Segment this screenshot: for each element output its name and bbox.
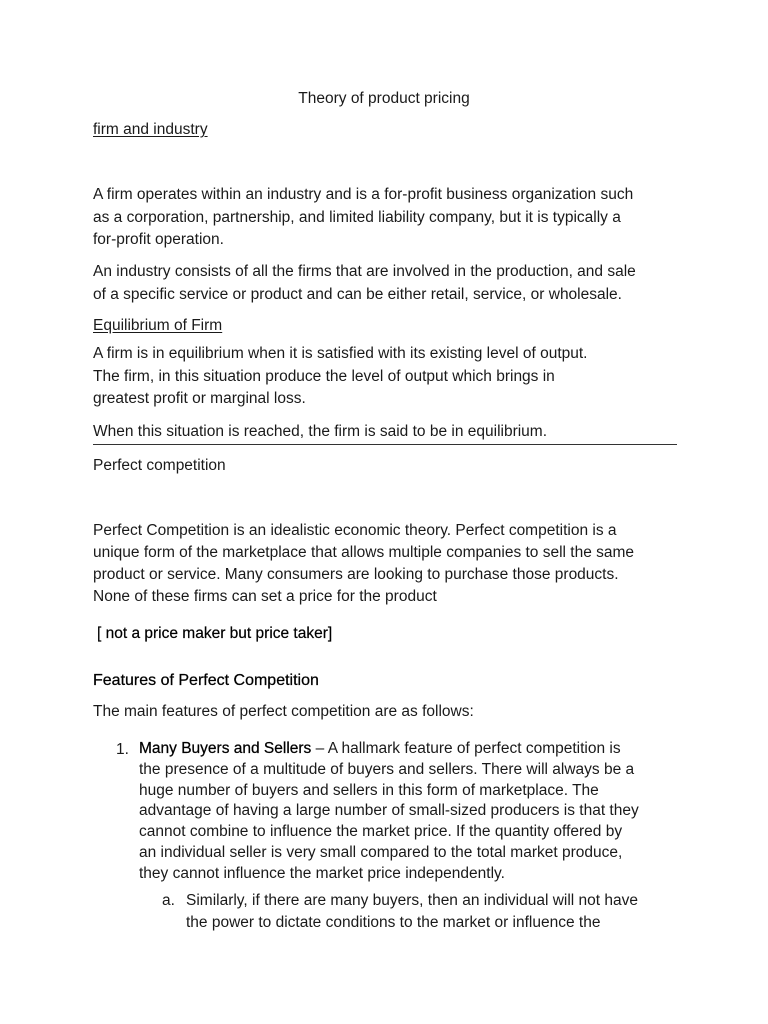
sublist-item-many-buyers bbox=[186, 890, 638, 934]
paragraph-equilibrium-reached: When this situation is reached, the firm is said to be in equilibrium. bbox=[93, 423, 548, 440]
list-item-line: they cannot influence the market price independently. bbox=[139, 864, 505, 882]
list-item-line: cannot combine to influence the market price. If the quantity offered by bbox=[139, 823, 623, 841]
section-heading-firm-and-industry: firm and industry bbox=[93, 121, 208, 138]
paragraph-industry-definition bbox=[93, 261, 636, 306]
sublist-item-letter: a. bbox=[162, 892, 175, 909]
list-item-number: 1. bbox=[116, 741, 129, 758]
list-item-many-buyers-sellers bbox=[139, 739, 639, 885]
list-item-term: Many Buyers and Sellers bbox=[139, 740, 312, 757]
paragraph-line: greatest profit or marginal loss. bbox=[93, 390, 306, 407]
sublist-item-line: the power to dictate conditions to the market or influence the bbox=[186, 914, 601, 931]
paragraph-line: of a specific service or product and can be either retail, service, or wholesale. bbox=[93, 285, 622, 303]
list-item-first-rest: – A hallmark feature of perfect competition is bbox=[311, 740, 621, 757]
section-heading-equilibrium: Equilibrium of Firm bbox=[93, 317, 223, 334]
paragraph-line: product or service. Many consumers are looking to purchase those products. bbox=[93, 566, 619, 583]
paragraph-line: unique form of the marketplace that allows multiple companies to sell the same bbox=[93, 544, 635, 561]
paragraph-perfect-competition bbox=[93, 520, 634, 608]
bracket-note-text: not a price maker but price taker] bbox=[105, 625, 333, 642]
list-item-line: an individual seller is very small compared to the total market produce, bbox=[139, 843, 623, 861]
sublist-item-line: Similarly, if there are many buyers, then an individual will not have bbox=[186, 892, 639, 909]
paragraph-line: An industry consists of all the firms that are involved in the production, and sale bbox=[93, 263, 636, 280]
paragraph-line: The firm, in this situation produce the level of output which brings in bbox=[93, 367, 555, 385]
paragraph-line: Perfect Competition is an idealistic economic theory. Perfect competition is a bbox=[93, 522, 617, 539]
paragraph-line: as a corporation, partnership, and limited liability company, but it is typically a bbox=[93, 208, 621, 226]
list-item-line: advantage of having a large number of small-sized producers is that they bbox=[139, 802, 639, 820]
paragraph-equilibrium bbox=[93, 343, 588, 411]
list-item-line: huge number of buyers and sellers in this form of marketplace. The bbox=[139, 781, 599, 799]
paragraph-firm-definition bbox=[93, 184, 633, 252]
list-item-line: the presence of a multitude of buyers and sellers. There will always be a bbox=[139, 760, 635, 778]
list-item-first-line bbox=[139, 739, 639, 760]
horizontal-divider bbox=[93, 444, 677, 445]
paragraph-line: None of these firms can set a price for the product bbox=[93, 588, 437, 605]
bracket-open: [ bbox=[97, 625, 106, 642]
section-heading-perfect-competition: Perfect competition bbox=[93, 457, 226, 474]
paragraph-line: A firm is in equilibrium when it is satisfied with its existing level of output. bbox=[93, 345, 588, 362]
bracket-note bbox=[97, 623, 332, 646]
features-intro: The main features of perfect competition are as follows: bbox=[93, 703, 474, 720]
document-title: Theory of product pricing bbox=[298, 90, 470, 107]
paragraph-line: for-profit operation. bbox=[93, 231, 224, 248]
features-heading: Features of Perfect Competition bbox=[93, 672, 319, 689]
paragraph-line: A firm operates within an industry and is a for-profit business organization such bbox=[93, 186, 634, 203]
